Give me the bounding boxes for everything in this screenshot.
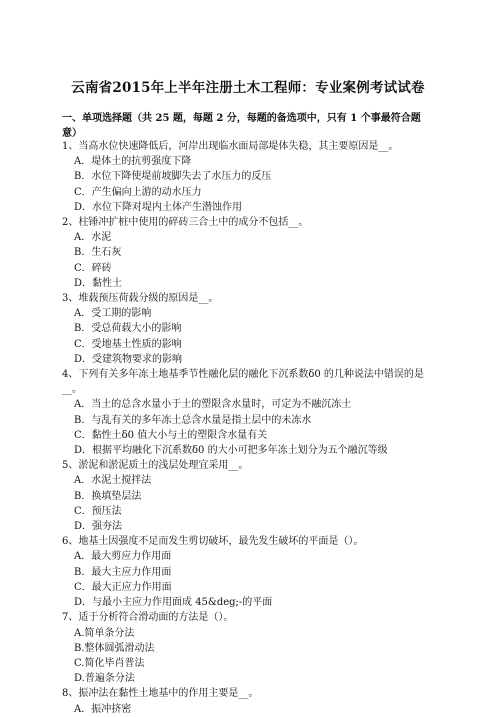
question-stem: 7、适于分析符合滑动面的方法是（）。 <box>62 612 234 624</box>
section-heading: 一、单项选择题（共 25 题，每题 2 分，每题的备选项中，只有 1 个事最符合题意） <box>62 113 421 139</box>
answer-option: C．碎砖 <box>74 262 112 274</box>
answer-option: A．水泥 <box>74 232 112 244</box>
answer-option: D．黏性土 <box>74 277 123 289</box>
answer-option: B．水位下降使堤前坡脚失去了水压力的反压 <box>74 171 272 183</box>
question-stem: 4、下列有关多年冻土地基季节性融化层的融化下沉系数δ0 的几种说法中错误的是__。 <box>62 369 424 396</box>
answer-option: B．换填垫层法 <box>74 490 142 502</box>
question-stem: 3、堆载预压荷载分级的原因是__。 <box>62 293 219 305</box>
answer-option: C．产生偏向上游的动水压力 <box>74 186 202 198</box>
answer-option: A.简单条分法 <box>74 627 135 639</box>
answer-option: D．强夯法 <box>74 521 123 533</box>
answer-option: B．最大主应力作用面 <box>74 566 172 578</box>
answer-option: C．预压法 <box>74 505 122 517</box>
answer-option: C．最大正应力作用面 <box>74 581 172 593</box>
document-title: 云南省2015年上半年注册土木工程师：专业案例考试试卷 <box>71 80 425 96</box>
answer-option: C．受地基土性质的影响 <box>74 338 182 350</box>
answer-option: A．振冲挤密 <box>74 703 132 715</box>
answer-option: D．水位下降对堤内土体产生潜蚀作用 <box>74 201 243 213</box>
answer-option: A．堤体土的抗剪强度下降 <box>74 156 192 168</box>
answer-option: A．受工期的影响 <box>74 308 152 320</box>
answer-option: B．受总荷载大小的影响 <box>74 323 182 335</box>
answer-option: B．生石灰 <box>74 247 122 259</box>
answer-option: B．与乱有关的多年冻土总含水量是指土层中的未冻水 <box>74 414 312 426</box>
answer-option: D．与最小主应力作用面成 45&deg;-的平面 <box>74 597 273 609</box>
answer-option: D．根据平均融化下沉系数δ0 的大小可把多年冻土划分为五个融沉等级 <box>74 445 388 457</box>
question-stem: 6、地基土因强度不足而发生剪切破坏，最先发生破坏的平面是（）。 <box>62 536 364 548</box>
question-stem: 1、当高水位快速降低后，河岸出现临水面局部堤体失稳，其主要原因是__。 <box>62 141 399 152</box>
answer-option: D.普遍条分法 <box>74 673 135 685</box>
answer-option: A．水泥土搅拌法 <box>74 475 152 487</box>
answer-option: C.简化毕肖普法 <box>74 657 145 669</box>
question-stem: 2、柱锤冲扩桩中使用的碎砖三合土中的成分不包括__。 <box>62 217 309 229</box>
answer-option: B.整体圆弧滑动法 <box>74 642 155 654</box>
question-stem: 5、淤泥和淤泥质土的浅层处理宜采用__。 <box>62 460 249 472</box>
question-stem: 8、振冲法在黏性土地基中的作用主要是__。 <box>62 688 259 700</box>
question-list <box>62 139 434 717</box>
answer-option: D．受建筑物要求的影响 <box>74 353 183 365</box>
answer-option: A．当土的总含水量小于土的塑限含水量时，可定为不融沉冻土 <box>74 399 352 411</box>
answer-option: A．最大剪应力作用面 <box>74 551 172 563</box>
answer-option: C．黏性土δ0 值大小与土的塑限含水量有关 <box>74 429 268 441</box>
